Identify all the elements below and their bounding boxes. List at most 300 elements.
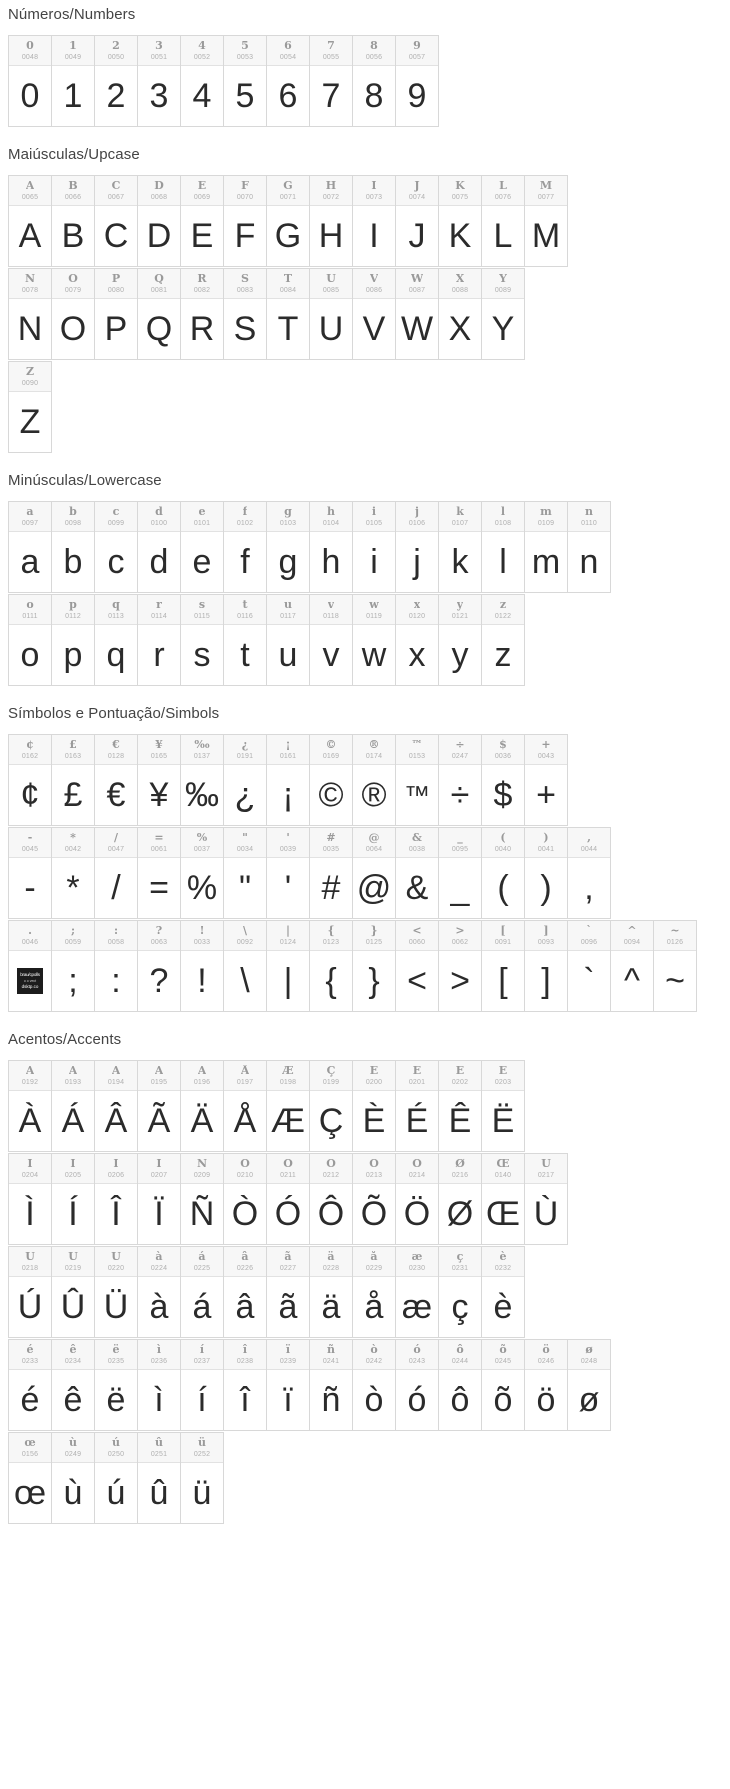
- glyph-cell[interactable]: [309, 594, 353, 686]
- glyph-cell-char: l: [500, 506, 506, 518]
- glyph-cell-preview: ;: [68, 962, 78, 1000]
- glyph-cell-char: z: [499, 599, 507, 611]
- glyph-cell-header: [9, 1340, 51, 1370]
- glyph-cell-code: 0108: [494, 520, 512, 527]
- glyph-cell-char: Ñ: [196, 1158, 208, 1170]
- glyph-cell-code: 0058: [107, 939, 125, 946]
- glyph-cell[interactable]: [395, 175, 439, 267]
- glyph-cell[interactable]: [352, 268, 396, 360]
- glyph-cell[interactable]: [8, 1339, 52, 1431]
- glyph-cell-header: [396, 1154, 438, 1184]
- glyph-cell-header: [482, 1061, 524, 1091]
- glyph-cell[interactable]: [137, 594, 181, 686]
- glyph-cell-header: [9, 1061, 51, 1091]
- glyph-cell[interactable]: [481, 594, 525, 686]
- glyph-cell[interactable]: [438, 175, 482, 267]
- glyph-cell-char: ‰: [194, 739, 210, 751]
- glyph-cell-char: Ç: [326, 1065, 336, 1077]
- glyph-cell[interactable]: [180, 501, 224, 593]
- glyph-cell[interactable]: [94, 1153, 138, 1245]
- glyph-cell[interactable]: [481, 1339, 525, 1431]
- glyph-cell-header: [224, 921, 266, 951]
- glyph-cell[interactable]: [481, 1246, 525, 1338]
- glyph-cell-header: [52, 1340, 94, 1370]
- glyph-cell-char: [: [500, 925, 506, 937]
- glyph-cell[interactable]: [610, 920, 654, 1012]
- glyph-cell[interactable]: [51, 1060, 95, 1152]
- glyph-cell[interactable]: [180, 1432, 224, 1524]
- glyph-cell[interactable]: [352, 594, 396, 686]
- glyph-cell[interactable]: [309, 1246, 353, 1338]
- glyph-cell-char: ;: [70, 925, 76, 937]
- glyph-cell-code: 0236: [150, 1358, 168, 1365]
- glyph-cell[interactable]: [180, 1060, 224, 1152]
- glyph-cell-preview: n: [579, 543, 599, 581]
- glyph-cell-header: [396, 828, 438, 858]
- glyph-cell-header: [224, 1247, 266, 1277]
- glyph-cell[interactable]: [137, 1432, 181, 1524]
- glyph-cell[interactable]: [438, 1246, 482, 1338]
- glyph-cell-code: 0089: [494, 287, 512, 294]
- glyph-row: [8, 501, 730, 593]
- glyph-cell[interactable]: [180, 268, 224, 360]
- glyph-cell-char: ': [286, 832, 290, 844]
- glyph-cell[interactable]: [223, 1246, 267, 1338]
- glyph-cell-header: [396, 502, 438, 532]
- glyph-cell[interactable]: [438, 827, 482, 919]
- glyph-cell-header: [525, 921, 567, 951]
- glyph-cell[interactable]: [352, 175, 396, 267]
- glyph-cell-header: [439, 1340, 481, 1370]
- glyph-cell[interactable]: [309, 268, 353, 360]
- glyph-cell[interactable]: [223, 501, 267, 593]
- glyph-cell[interactable]: [51, 1432, 95, 1524]
- glyph-cell[interactable]: [438, 1339, 482, 1431]
- glyph-cell-char: Í: [70, 1158, 76, 1170]
- glyph-cell[interactable]: [438, 1153, 482, 1245]
- glyph-cell[interactable]: [266, 594, 310, 686]
- glyph-cell-header: [267, 1247, 309, 1277]
- glyph-cell[interactable]: [94, 268, 138, 360]
- glyph-cell[interactable]: [567, 827, 611, 919]
- glyph-cell[interactable]: [137, 1339, 181, 1431]
- glyph-cell-preview: ¡: [282, 776, 294, 814]
- glyph-cell[interactable]: [223, 1060, 267, 1152]
- glyph-cell[interactable]: [51, 1246, 95, 1338]
- glyph-cell-code: 0227: [279, 1265, 297, 1272]
- glyph-cell[interactable]: [180, 920, 224, 1012]
- glyph-cell[interactable]: [94, 1246, 138, 1338]
- glyph-cell[interactable]: [94, 175, 138, 267]
- glyph-cell[interactable]: [481, 268, 525, 360]
- glyph-cell[interactable]: [352, 920, 396, 1012]
- glyph-cell[interactable]: [438, 268, 482, 360]
- glyph-cell[interactable]: [51, 1339, 95, 1431]
- glyph-cell-code: 0102: [236, 520, 254, 527]
- glyph-cell-header: [9, 1247, 51, 1277]
- glyph-cell[interactable]: [223, 734, 267, 826]
- glyph-cell[interactable]: [51, 920, 95, 1012]
- glyph-cell-preview: z: [494, 636, 512, 674]
- glyph-cell-preview: K: [448, 217, 472, 255]
- glyph-cell-char: œ: [24, 1437, 36, 1449]
- glyph-cell[interactable]: [352, 827, 396, 919]
- glyph-cell[interactable]: [395, 1339, 439, 1431]
- glyph-cell-preview: h: [321, 543, 341, 581]
- glyph-cell[interactable]: [137, 1060, 181, 1152]
- glyph-cell[interactable]: [309, 1339, 353, 1431]
- glyph-cell[interactable]: [266, 827, 310, 919]
- glyph-cell[interactable]: [180, 734, 224, 826]
- glyph-cell-header: [138, 36, 180, 66]
- glyph-cell-char: 3: [155, 40, 163, 52]
- glyph-cell-char: Q: [154, 273, 164, 285]
- glyph-cell[interactable]: [309, 35, 353, 127]
- glyph-cell[interactable]: [223, 175, 267, 267]
- glyph-cell[interactable]: [481, 1153, 525, 1245]
- glyph-cell-header: [52, 595, 94, 625]
- glyph-cell[interactable]: [266, 1153, 310, 1245]
- glyph-cell-preview: T: [277, 310, 299, 348]
- glyph-cell-header: [224, 828, 266, 858]
- glyph-cell-code: 0233: [21, 1358, 39, 1365]
- glyph-cell[interactable]: [352, 1153, 396, 1245]
- glyph-cell[interactable]: [395, 594, 439, 686]
- glyph-cell-char: P: [111, 273, 121, 285]
- glyph-cell[interactable]: [51, 734, 95, 826]
- glyph-cell-preview: f: [240, 543, 250, 581]
- glyph-cell-code: 0052: [193, 54, 211, 61]
- glyph-cell-char: #: [326, 832, 336, 844]
- glyph-cell-char: Û: [68, 1251, 78, 1263]
- glyph-cell[interactable]: [223, 1153, 267, 1245]
- glyph-row: [8, 594, 730, 686]
- glyph-cell-preview: ê: [63, 1381, 83, 1419]
- glyph-cell[interactable]: [94, 920, 138, 1012]
- glyph-cell[interactable]: [94, 35, 138, 127]
- glyph-cell-preview: -: [24, 869, 36, 907]
- glyph-cell[interactable]: [266, 734, 310, 826]
- glyph-cell-header: [181, 595, 223, 625]
- glyph-cell[interactable]: [223, 1339, 267, 1431]
- glyph-cell[interactable]: [180, 1246, 224, 1338]
- glyph-cell[interactable]: [266, 35, 310, 127]
- glyph-cell-code: 0244: [451, 1358, 469, 1365]
- glyph-cell-preview: Ì: [25, 1195, 35, 1233]
- glyph-cell[interactable]: [567, 501, 611, 593]
- glyph-cell[interactable]: [395, 1246, 439, 1338]
- glyph-cell[interactable]: [137, 920, 181, 1012]
- glyph-cell-char: ö: [542, 1344, 550, 1356]
- glyph-cell[interactable]: [51, 1153, 95, 1245]
- glyph-cell-char: Z: [25, 366, 35, 378]
- glyph-cell-char: v: [327, 599, 335, 611]
- glyph-cell[interactable]: [481, 827, 525, 919]
- glyph-row: [8, 1153, 730, 1245]
- glyph-cell-char: a: [26, 506, 34, 518]
- glyph-cell[interactable]: [567, 920, 611, 1012]
- glyph-cell-char: Ü: [111, 1251, 121, 1263]
- glyph-cell[interactable]: [223, 35, 267, 127]
- glyph-cell-preview: :: [111, 962, 121, 1000]
- glyph-cell[interactable]: [524, 501, 568, 593]
- glyph-cell[interactable]: [352, 734, 396, 826]
- glyph-cell-preview: á: [192, 1288, 212, 1326]
- glyph-cell[interactable]: [309, 920, 353, 1012]
- glyph-cell[interactable]: [438, 734, 482, 826]
- glyph-cell[interactable]: [180, 35, 224, 127]
- glyph-cell-char: X: [455, 273, 465, 285]
- glyph-cell[interactable]: [51, 175, 95, 267]
- glyph-cell-preview: Œ: [486, 1195, 520, 1233]
- glyph-cell[interactable]: [395, 1060, 439, 1152]
- glyph-cell-code: 0050: [107, 54, 125, 61]
- glyph-cell-preview: o: [20, 636, 40, 674]
- glyph-cell[interactable]: [395, 827, 439, 919]
- glyph-cell[interactable]: [266, 175, 310, 267]
- glyph-cell[interactable]: [223, 827, 267, 919]
- glyph-cell[interactable]: [180, 1339, 224, 1431]
- glyph-cell-header: [482, 1154, 524, 1184]
- glyph-cell[interactable]: [309, 827, 353, 919]
- glyph-cell-header: [353, 595, 395, 625]
- glyph-cell[interactable]: [8, 501, 52, 593]
- glyph-cell[interactable]: [8, 734, 52, 826]
- glyph-cell-code: 0099: [107, 520, 125, 527]
- glyph-cell[interactable]: [94, 734, 138, 826]
- glyph-cell-code: 0038: [408, 846, 426, 853]
- glyph-cell-preview: M: [531, 217, 561, 255]
- glyph-cell-code: 0212: [322, 1172, 340, 1179]
- glyph-cell-code: 0103: [279, 520, 297, 527]
- glyph-cell[interactable]: [395, 734, 439, 826]
- glyph-cell[interactable]: [352, 1339, 396, 1431]
- glyph-cell[interactable]: [309, 175, 353, 267]
- glyph-cell-char: ]: [543, 925, 549, 937]
- glyph-cell[interactable]: [8, 268, 52, 360]
- glyph-cell[interactable]: [180, 594, 224, 686]
- glyph-cell-code: 0082: [193, 287, 211, 294]
- glyph-cell-header: [525, 502, 567, 532]
- glyph-cell[interactable]: [137, 501, 181, 593]
- glyph-cell[interactable]: [94, 501, 138, 593]
- glyph-cell[interactable]: [567, 1339, 611, 1431]
- glyph-cell-code: 0075: [451, 194, 469, 201]
- glyph-cell-code: 0053: [236, 54, 254, 61]
- glyph-cell-char: o: [26, 599, 34, 611]
- glyph-cell-code: 0083: [236, 287, 254, 294]
- glyph-cell-code: 0249: [64, 1451, 82, 1458]
- glyph-cell[interactable]: [94, 1432, 138, 1524]
- glyph-cell[interactable]: [481, 1060, 525, 1152]
- glyph-cell-preview: È: [362, 1102, 386, 1140]
- glyph-cell-header: [396, 1061, 438, 1091]
- glyph-cell[interactable]: [395, 35, 439, 127]
- glyph-cell[interactable]: [180, 827, 224, 919]
- glyph-cell-header: [353, 502, 395, 532]
- glyph-cell[interactable]: [352, 1060, 396, 1152]
- glyph-cell-code: 0250: [107, 1451, 125, 1458]
- glyph-cell[interactable]: [137, 268, 181, 360]
- glyph-cell[interactable]: [223, 268, 267, 360]
- glyph-cell[interactable]: [180, 175, 224, 267]
- glyph-cell-header: [138, 1061, 180, 1091]
- glyph-cell[interactable]: [438, 1060, 482, 1152]
- glyph-cell-code: 0202: [451, 1079, 469, 1086]
- foundry-logo-line2: o o vect: [23, 979, 37, 983]
- glyph-cell[interactable]: [266, 1339, 310, 1431]
- glyph-cell-header: [353, 36, 395, 66]
- glyph-cell-preview: õ: [493, 1381, 513, 1419]
- glyph-cell[interactable]: [266, 920, 310, 1012]
- glyph-cell-header: [267, 176, 309, 206]
- glyph-cell-preview: m: [531, 543, 561, 581]
- glyph-cell[interactable]: [8, 35, 52, 127]
- glyph-cell[interactable]: [51, 268, 95, 360]
- glyph-cell-preview: s: [193, 636, 211, 674]
- glyph-cell[interactable]: [137, 175, 181, 267]
- glyph-cell[interactable]: [524, 827, 568, 919]
- glyph-cell[interactable]: [137, 1153, 181, 1245]
- glyph-cell-header: [95, 36, 137, 66]
- glyph-cell[interactable]: [352, 1246, 396, 1338]
- glyph-cell-code: 0163: [64, 753, 82, 760]
- glyph-cell[interactable]: [309, 1060, 353, 1152]
- glyph-cell-char: h: [327, 506, 335, 518]
- glyph-cell-char: è: [499, 1251, 507, 1263]
- glyph-cell-header: [568, 1340, 610, 1370]
- glyph-cell[interactable]: [94, 1060, 138, 1152]
- glyph-cell-header: [138, 1433, 180, 1463]
- glyph-cell[interactable]: [51, 594, 95, 686]
- glyph-cell[interactable]: [223, 920, 267, 1012]
- glyph-cell[interactable]: [438, 594, 482, 686]
- glyph-cell[interactable]: [8, 361, 52, 453]
- glyph-cell[interactable]: [395, 268, 439, 360]
- glyph-cell-code: 0203: [494, 1079, 512, 1086]
- glyph-cell-header: [138, 1154, 180, 1184]
- glyph-cell[interactable]: [266, 268, 310, 360]
- glyph-cell-preview: ]: [541, 962, 551, 1000]
- glyph-cell-header: [181, 1154, 223, 1184]
- glyph-cell-preview: Ñ: [189, 1195, 215, 1233]
- glyph-cell-char: y: [456, 599, 464, 611]
- glyph-cell-char: ñ: [327, 1344, 335, 1356]
- glyph-cell[interactable]: [395, 920, 439, 1012]
- glyph-cell[interactable]: [524, 920, 568, 1012]
- glyph-cell[interactable]: [352, 35, 396, 127]
- glyph-cell[interactable]: [524, 1339, 568, 1431]
- glyph-cell-char: ": [242, 832, 248, 844]
- glyph-cell[interactable]: [8, 1060, 52, 1152]
- glyph-cell[interactable]: [8, 1246, 52, 1338]
- glyph-cell-char: N: [24, 273, 36, 285]
- glyph-cell-code: 0248: [580, 1358, 598, 1365]
- glyph-cell[interactable]: [94, 594, 138, 686]
- glyph-cell-preview: ®: [361, 776, 387, 814]
- glyph-cell[interactable]: [137, 734, 181, 826]
- glyph-cell-header: [95, 595, 137, 625]
- glyph-cell-preview: u: [278, 636, 298, 674]
- glyph-cell[interactable]: [266, 501, 310, 593]
- glyph-cell[interactable]: [223, 594, 267, 686]
- glyph-cell[interactable]: [8, 920, 52, 1012]
- glyph-cell-code: 0241: [322, 1358, 340, 1365]
- glyph-cell[interactable]: [266, 1246, 310, 1338]
- glyph-cell[interactable]: [395, 1153, 439, 1245]
- glyph-cell[interactable]: [51, 501, 95, 593]
- glyph-cell[interactable]: [8, 827, 52, 919]
- glyph-cell[interactable]: [266, 1060, 310, 1152]
- glyph-cell[interactable]: [94, 1339, 138, 1431]
- glyph-cell-preview: Í: [68, 1195, 78, 1233]
- glyph-cell[interactable]: [180, 1153, 224, 1245]
- glyph-cell[interactable]: [481, 175, 525, 267]
- glyph-cell[interactable]: [309, 734, 353, 826]
- glyph-cell[interactable]: [481, 501, 525, 593]
- glyph-cell[interactable]: [481, 734, 525, 826]
- glyph-cell-char: b: [69, 506, 77, 518]
- glyph-cell-preview: Ø: [446, 1195, 474, 1233]
- glyph-cell[interactable]: [309, 501, 353, 593]
- glyph-cell-char: ã: [284, 1251, 292, 1263]
- glyph-cell-preview: ): [540, 869, 552, 907]
- glyph-cell-header: [482, 502, 524, 532]
- glyph-cell-code: 0242: [365, 1358, 383, 1365]
- foundry-logo-icon: [17, 968, 43, 994]
- glyph-cell[interactable]: [51, 827, 95, 919]
- glyph-cell-code: 0153: [408, 753, 426, 760]
- glyph-cell-code: 0098: [64, 520, 82, 527]
- glyph-cell-char: B: [68, 180, 78, 192]
- glyph-cell[interactable]: [94, 827, 138, 919]
- glyph-cell[interactable]: [8, 594, 52, 686]
- glyph-cell[interactable]: [524, 1153, 568, 1245]
- glyph-cell-char: 2: [112, 40, 120, 52]
- glyph-cell-char: ê: [69, 1344, 77, 1356]
- glyph-cell[interactable]: [352, 501, 396, 593]
- glyph-cell-header: [138, 1340, 180, 1370]
- glyph-cell[interactable]: [8, 1153, 52, 1245]
- glyph-cell-code: 0128: [107, 753, 125, 760]
- glyph-cell[interactable]: [438, 920, 482, 1012]
- glyph-cell-header: [310, 502, 352, 532]
- glyph-cell[interactable]: [137, 35, 181, 127]
- glyph-cell[interactable]: [137, 827, 181, 919]
- glyph-cell[interactable]: [395, 501, 439, 593]
- glyph-cell-char: g: [284, 506, 292, 518]
- glyph-cell-char: `: [586, 925, 592, 937]
- glyph-cell[interactable]: [51, 35, 95, 127]
- glyph-cell[interactable]: [8, 1432, 52, 1524]
- glyph-cell[interactable]: [524, 175, 568, 267]
- glyph-cell[interactable]: [309, 1153, 353, 1245]
- glyph-cell[interactable]: [137, 1246, 181, 1338]
- glyph-cell-char: Ò: [240, 1158, 250, 1170]
- glyph-cell[interactable]: [481, 920, 525, 1012]
- glyph-cell[interactable]: [8, 175, 52, 267]
- glyph-cell-preview: Â: [104, 1102, 128, 1140]
- glyph-cell-header: [181, 828, 223, 858]
- glyph-cell-header: [138, 502, 180, 532]
- glyph-cell-char: -: [27, 832, 33, 844]
- glyph-cell[interactable]: [653, 920, 697, 1012]
- glyph-cell-char: ò: [370, 1344, 378, 1356]
- foundry-logo-line3: dsktp.co: [21, 984, 39, 989]
- glyph-cell-preview: C: [103, 217, 129, 255]
- glyph-cell[interactable]: [438, 501, 482, 593]
- glyph-cell[interactable]: [524, 734, 568, 826]
